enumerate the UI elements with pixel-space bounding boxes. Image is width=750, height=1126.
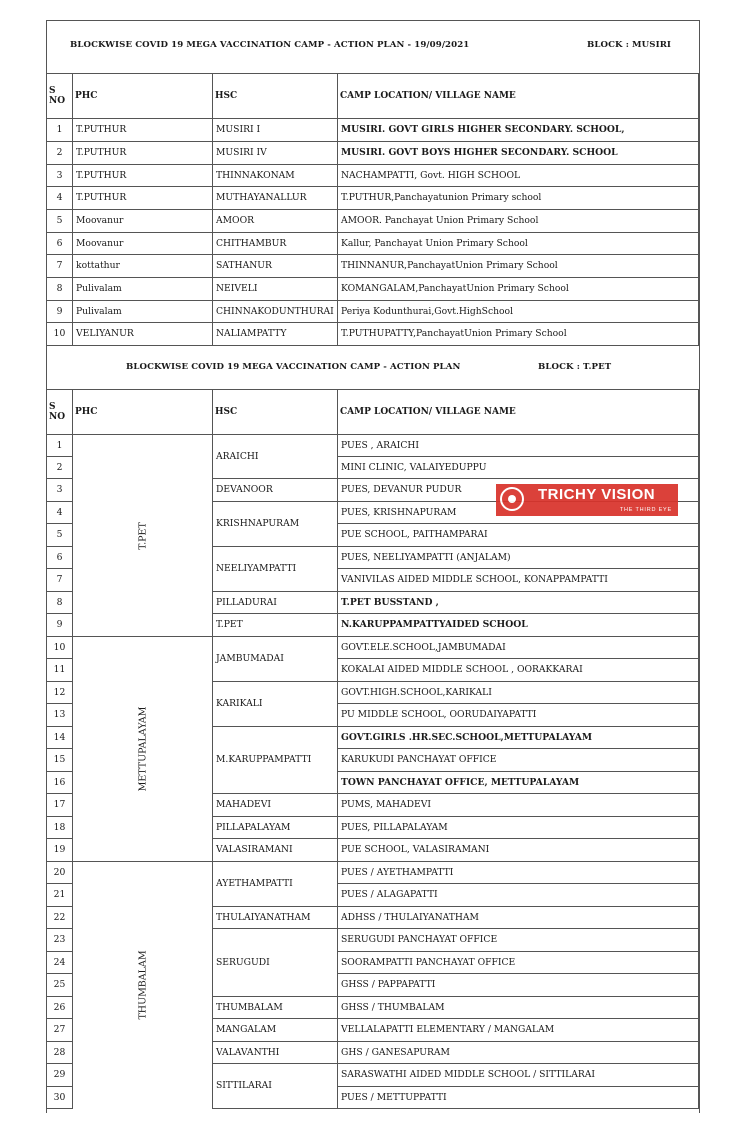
header-sno: S NO: [47, 390, 73, 435]
cell-sno: 16: [47, 772, 73, 794]
cell-hsc: PILLADURAI: [213, 592, 338, 614]
cell-camp: GHSS / PAPPAPATTI: [338, 974, 699, 997]
cell-sno: 23: [47, 929, 73, 952]
table-row: [47, 187, 699, 210]
table-row: [47, 637, 699, 659]
cell-sno: 5: [47, 524, 73, 547]
cell-sno: 22: [47, 907, 73, 929]
tpet-title: BLOCKWISE COVID 19 MEGA VACCINATION CAMP - ACTION PLAN: [126, 362, 461, 372]
cell-hsc: THUMBALAM: [213, 997, 338, 1019]
cell-camp: PUMS, MAHADEVI: [338, 794, 699, 817]
phc-group-mettupalayam: [73, 637, 213, 862]
cell-camp: PUES / AYETHAMPATTI: [338, 862, 699, 884]
trichy-vision-watermark: [496, 484, 678, 516]
cell-sno: 2: [47, 457, 73, 479]
cell-camp: T.PUTHUPATTY,PanchayatUnion Primary School: [338, 323, 699, 346]
cell-phc: VELIYANUR: [73, 323, 213, 346]
cell-sno: 25: [47, 974, 73, 997]
cell-sno: 20: [47, 862, 73, 884]
cell-camp: TOWN PANCHAYAT OFFICE, METTUPALAYAM: [338, 772, 699, 794]
cell-phc: Pulivalam: [73, 278, 213, 301]
cell-phc: kottathur: [73, 255, 213, 278]
cell-camp: PUE SCHOOL, VALASIRAMANI: [338, 839, 699, 862]
cell-hsc: ARAICHI: [213, 435, 338, 479]
cell-hsc: AMOOR: [213, 210, 338, 233]
cell-camp: NACHAMPATTI, Govt. HIGH SCHOOL: [338, 165, 699, 187]
cell-sno: 19: [47, 839, 73, 862]
table-row: [47, 862, 699, 884]
cell-hsc: MUSIRI IV: [213, 142, 338, 165]
cell-phc: T.PUTHUR: [73, 142, 213, 165]
cell-camp: GOVT.ELE.SCHOOL,JAMBUMADAI: [338, 637, 699, 659]
header-sno: S NO: [47, 74, 73, 119]
cell-sno: 10: [47, 637, 73, 659]
cell-hsc: DEVANOOR: [213, 479, 338, 502]
cell-hsc: THULAIYANATHAM: [213, 907, 338, 929]
cell-camp: PUE SCHOOL, PAITHAMPARAI: [338, 524, 699, 547]
cell-camp: PUES, KRISHNAPURAM: [338, 502, 699, 524]
cell-hsc: KARIKALI: [213, 682, 338, 727]
header-phc: PHC: [73, 390, 213, 435]
cell-camp: GOVT.HIGH.SCHOOL,KARIKALI: [338, 682, 699, 704]
cell-sno: 2: [47, 142, 73, 165]
cell-hsc: THINNAKONAM: [213, 165, 338, 187]
cell-camp: KOKALAI AIDED MIDDLE SCHOOL , OORAKKARAI: [338, 659, 699, 682]
cell-sno: 5: [47, 210, 73, 233]
cell-camp: PUES , ARAICHI: [338, 435, 699, 457]
cell-camp: PU MIDDLE SCHOOL, OORUDAIYAPATTI: [338, 704, 699, 727]
cell-hsc: NEIVELI: [213, 278, 338, 301]
cell-camp: MUSIRI. GOVT BOYS HIGHER SECONDARY. SCHOOL: [338, 142, 699, 165]
cell-camp: PUES, PILLAPALAYAM: [338, 817, 699, 839]
cell-sno: 4: [47, 187, 73, 210]
watermark-brand: TRICHY VISION: [538, 486, 656, 503]
cell-camp: MUSIRI. GOVT GIRLS HIGHER SECONDARY. SCHOOL,: [338, 119, 699, 142]
cell-sno: 11: [47, 659, 73, 682]
cell-sno: 24: [47, 952, 73, 974]
cell-sno: 13: [47, 704, 73, 727]
cell-phc: T.PUTHUR: [73, 187, 213, 210]
tpet-header-row: [47, 390, 699, 435]
cell-camp: PUES / ALAGAPATTI: [338, 884, 699, 907]
cell-hsc: CHITHAMBUR: [213, 233, 338, 255]
eye-logo-icon: [500, 487, 524, 511]
phc-group-thumbalam: [73, 862, 213, 1109]
musiri-table: [46, 73, 699, 346]
cell-camp: T.PET BUSSTAND ,: [338, 592, 699, 614]
cell-hsc: M.KARUPPAMPATTI: [213, 727, 338, 794]
cell-hsc: VALAVANTHI: [213, 1042, 338, 1064]
cell-hsc: SITTILARAI: [213, 1064, 338, 1109]
cell-camp: PUES, DEVANUR PUDUR: [338, 479, 699, 502]
cell-sno: 8: [47, 592, 73, 614]
watermark-tagline: THE THIRD EYE: [619, 507, 672, 513]
cell-sno: 27: [47, 1019, 73, 1042]
table-row: [47, 165, 699, 187]
cell-hsc: MUSIRI I: [213, 119, 338, 142]
cell-camp: THINNANUR,PanchayatUnion Primary School: [338, 255, 699, 278]
cell-hsc: MAHADEVI: [213, 794, 338, 817]
cell-phc: T.PUTHUR: [73, 119, 213, 142]
cell-hsc: KRISHNAPURAM: [213, 502, 338, 547]
cell-camp: VANIVILAS AIDED MIDDLE SCHOOL, KONAPPAMPATTI: [338, 569, 699, 592]
cell-hsc: VALASIRAMANI: [213, 839, 338, 862]
phc-label: T.PET: [136, 521, 148, 550]
cell-camp: KARUKUDI PANCHAYAT OFFICE: [338, 749, 699, 772]
phc-label: METTUPALAYAM: [136, 706, 148, 792]
header-camp: CAMP LOCATION/ VILLAGE NAME: [338, 390, 699, 435]
cell-camp: KOMANGALAM,PanchayatUnion Primary School: [338, 278, 699, 301]
cell-sno: 9: [47, 301, 73, 323]
table-row: [47, 435, 699, 457]
cell-hsc: CHINNAKODUNTHURAI: [213, 301, 338, 323]
cell-sno: 30: [47, 1087, 73, 1109]
cell-hsc: NALIAMPATTY: [213, 323, 338, 346]
table-row: [47, 323, 699, 346]
cell-hsc: MUTHAYANALLUR: [213, 187, 338, 210]
cell-sno: 15: [47, 749, 73, 772]
cell-camp: SOORAMPATTI PANCHAYAT OFFICE: [338, 952, 699, 974]
cell-camp: T.PUTHUR,Panchayatunion Primary school: [338, 187, 699, 210]
tpet-block-label: BLOCK : T.PET: [538, 362, 612, 372]
cell-sno: 3: [47, 165, 73, 187]
phc-label: THUMBALAM: [136, 950, 148, 1020]
header-hsc: HSC: [213, 74, 338, 119]
cell-sno: 4: [47, 502, 73, 524]
cell-camp: AMOOR. Panchayat Union Primary School: [338, 210, 699, 233]
table-row: [47, 301, 699, 323]
cell-hsc: JAMBUMADAI: [213, 637, 338, 682]
cell-sno: 8: [47, 278, 73, 301]
cell-sno: 14: [47, 727, 73, 749]
cell-sno: 9: [47, 614, 73, 637]
table-row: [47, 119, 699, 142]
table-row: [47, 278, 699, 301]
cell-camp: Periya Kodunthurai,Govt.HighSchool: [338, 301, 699, 323]
cell-hsc: T.PET: [213, 614, 338, 637]
musiri-block-label: BLOCK : MUSIRI: [587, 40, 672, 50]
cell-sno: 1: [47, 119, 73, 142]
cell-camp: PUES, NEELIYAMPATTI (ANJALAM): [338, 547, 699, 569]
cell-sno: 12: [47, 682, 73, 704]
cell-camp: SERUGUDI PANCHAYAT OFFICE: [338, 929, 699, 952]
cell-sno: 18: [47, 817, 73, 839]
cell-camp: SARASWATHI AIDED MIDDLE SCHOOL / SITTILARAI: [338, 1064, 699, 1087]
table-row: [47, 255, 699, 278]
phc-group-tpet: [73, 435, 213, 637]
cell-sno: 3: [47, 479, 73, 502]
cell-phc: Pulivalam: [73, 301, 213, 323]
cell-camp: PUES / METTUPPATTI: [338, 1087, 699, 1109]
cell-sno: 1: [47, 435, 73, 457]
header-hsc: HSC: [213, 390, 338, 435]
cell-sno: 17: [47, 794, 73, 817]
cell-camp: GHS / GANESAPURAM: [338, 1042, 699, 1064]
cell-camp: MINI CLINIC, VALAIYEDUPPU: [338, 457, 699, 479]
cell-sno: 26: [47, 997, 73, 1019]
header-camp: CAMP LOCATION/ VILLAGE NAME: [338, 74, 699, 119]
cell-hsc: SATHANUR: [213, 255, 338, 278]
cell-hsc: PILLAPALAYAM: [213, 817, 338, 839]
cell-camp: GOVT.GIRLS .HR.SEC.SCHOOL,METTUPALAYAM: [338, 727, 699, 749]
cell-phc: Moovanur: [73, 233, 213, 255]
cell-camp: ADHSS / THULAIYANATHAM: [338, 907, 699, 929]
cell-sno: 21: [47, 884, 73, 907]
cell-sno: 29: [47, 1064, 73, 1087]
cell-sno: 6: [47, 233, 73, 255]
cell-camp: VELLALAPATTI ELEMENTARY / MANGALAM: [338, 1019, 699, 1042]
cell-sno: 7: [47, 255, 73, 278]
cell-phc: T.PUTHUR: [73, 165, 213, 187]
musiri-title: BLOCKWISE COVID 19 MEGA VACCINATION CAMP - ACTION PLAN - 19/09/2021: [70, 40, 470, 50]
cell-hsc: MANGALAM: [213, 1019, 338, 1042]
table-row: [47, 210, 699, 233]
cell-sno: 7: [47, 569, 73, 592]
cell-sno: 6: [47, 547, 73, 569]
cell-hsc: NEELIYAMPATTI: [213, 547, 338, 592]
cell-sno: 28: [47, 1042, 73, 1064]
cell-hsc: AYETHAMPATTI: [213, 862, 338, 907]
cell-phc: Moovanur: [73, 210, 213, 233]
cell-sno: 10: [47, 323, 73, 346]
table-row: [47, 142, 699, 165]
cell-camp: N.KARUPPAMPATTYAIDED SCHOOL: [338, 614, 699, 637]
cell-camp: Kallur, Panchayat Union Primary School: [338, 233, 699, 255]
header-phc: PHC: [73, 74, 213, 119]
cell-camp: GHSS / THUMBALAM: [338, 997, 699, 1019]
table-row: [47, 233, 699, 255]
musiri-header-row: [47, 74, 699, 119]
cell-hsc: SERUGUDI: [213, 929, 338, 997]
